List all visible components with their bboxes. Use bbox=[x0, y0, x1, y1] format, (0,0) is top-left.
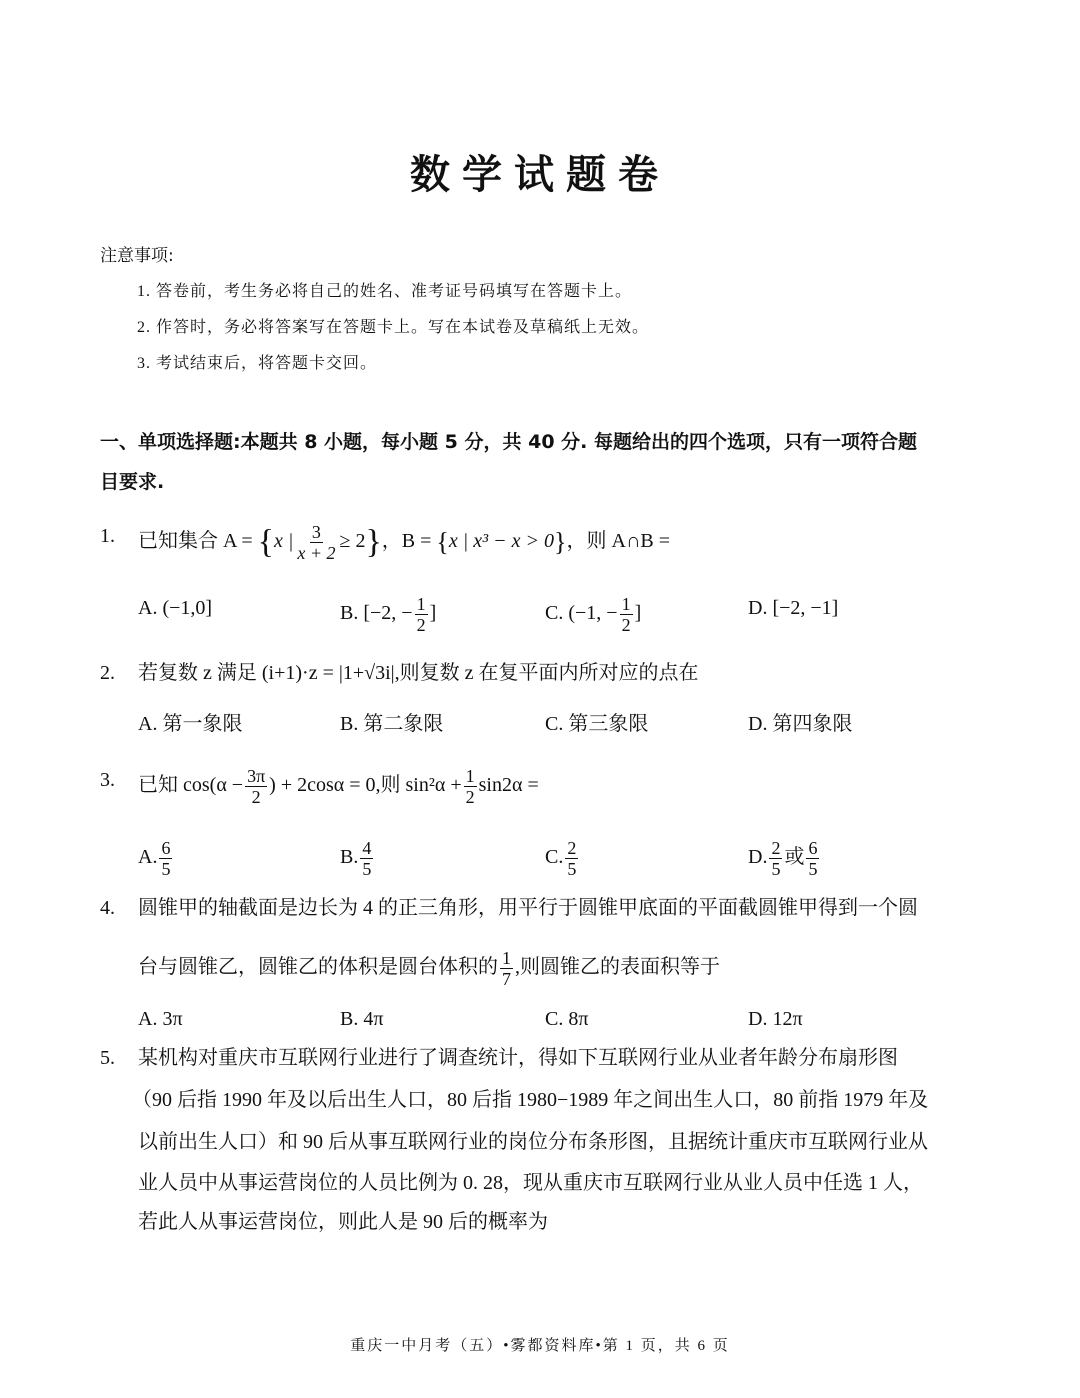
notes-heading: 注意事项: bbox=[100, 246, 174, 266]
question-5-line: 若此人从事运营岗位，则此人是 90 后的概率为 bbox=[138, 1211, 548, 1233]
fraction bbox=[769, 838, 782, 879]
q1-set-b: x | x³ − x > 0 bbox=[448, 530, 555, 553]
brace: { bbox=[436, 527, 449, 557]
option-b: B. 第二象限 bbox=[340, 713, 444, 735]
q1-set-a-cond: ≥ 2 bbox=[339, 530, 366, 553]
option-text: ] bbox=[634, 602, 642, 625]
question-number: 4. bbox=[100, 897, 115, 919]
denominator: 2 bbox=[621, 615, 631, 635]
question-number: 1. bbox=[100, 525, 115, 547]
brace: { bbox=[257, 523, 274, 561]
option-label: D. bbox=[748, 846, 768, 869]
option-b bbox=[340, 838, 375, 879]
option-text: ] bbox=[429, 602, 437, 625]
note-item: 2. 作答时，务必将答案写在答题卡上。写在本试卷及草稿纸上无效。 bbox=[137, 319, 650, 336]
denominator: 5 bbox=[771, 859, 781, 879]
question-5-line: 某机构对重庆市互联网行业进行了调查统计，得如下互联网行业从业者年龄分布扇形图 bbox=[138, 1047, 898, 1069]
denominator: 2 bbox=[465, 787, 475, 807]
q1-text: ，则 A∩B = bbox=[566, 530, 671, 553]
denominator: 5 bbox=[808, 859, 818, 879]
denominator: 5 bbox=[362, 859, 372, 879]
q3-text: ) + 2cosα = 0,则 sin²α + bbox=[269, 774, 462, 797]
question-4-stem-cont bbox=[138, 948, 720, 989]
denominator: x + 2 bbox=[297, 543, 336, 563]
fraction bbox=[415, 594, 428, 635]
numerator: 1 bbox=[465, 766, 475, 786]
option-text: B. [−2, − bbox=[340, 602, 413, 625]
question-5-line: 业人员中从事运营岗位的人员比例为 0. 28，现从重庆市互联网行业从业人员中任选 1 人， bbox=[138, 1172, 923, 1194]
q4-text: ,则圆锥乙的表面积等于 bbox=[515, 956, 720, 979]
q1-text: 已知集合 A = bbox=[138, 530, 258, 553]
fraction bbox=[464, 766, 477, 807]
numerator: 3π bbox=[247, 766, 266, 786]
question-1-stem bbox=[138, 522, 670, 563]
q3-text: sin2α = bbox=[478, 774, 539, 797]
numerator: 4 bbox=[362, 838, 372, 858]
note-item: 3. 考试结束后，将答题卡交回。 bbox=[137, 355, 378, 372]
fraction bbox=[245, 766, 267, 807]
option-text: C. (−1, − bbox=[545, 602, 618, 625]
option-text: 或 bbox=[784, 846, 805, 869]
option-c bbox=[545, 838, 580, 879]
question-number: 5. bbox=[100, 1047, 115, 1069]
question-number: 3. bbox=[100, 769, 115, 791]
fraction bbox=[159, 838, 172, 879]
question-number: 2. bbox=[100, 662, 115, 684]
option-a: A. 第一象限 bbox=[138, 713, 243, 735]
question-5-line: （90 后指 1990 年及以后出生人口，80 后指 1980−1989 年之间出生人口，80 前指 1979 年及 bbox=[132, 1089, 929, 1111]
q1-text: ，B = bbox=[381, 530, 437, 553]
numerator: 6 bbox=[161, 838, 171, 858]
fraction bbox=[360, 838, 373, 879]
denominator: 2 bbox=[251, 787, 261, 807]
option-c bbox=[545, 594, 641, 635]
q3-text: 已知 cos(α − bbox=[138, 774, 244, 797]
brace: } bbox=[365, 523, 382, 561]
q4-text: 台与圆锥乙，圆锥乙的体积是圆台体积的 bbox=[138, 956, 498, 979]
fraction bbox=[500, 948, 513, 989]
numerator: 6 bbox=[808, 838, 818, 858]
fraction bbox=[620, 594, 633, 635]
option-d: D. [−2, −1] bbox=[748, 597, 839, 619]
numerator: 2 bbox=[771, 838, 781, 858]
question-4-stem: 圆锥甲的轴截面是边长为 4 的正三角形，用平行于圆锥甲底面的平面截圆锥甲得到一个圆 bbox=[138, 897, 918, 919]
page-footer: 重庆一中月考（五）•雾都资料库•第 1 页，共 6 页 bbox=[350, 1338, 730, 1354]
option-b: B. 4π bbox=[340, 1008, 384, 1030]
numerator: 3 bbox=[311, 522, 321, 542]
option-a: A. 3π bbox=[138, 1008, 183, 1030]
section-heading-cont: 目要求. bbox=[100, 471, 165, 493]
numerator: 2 bbox=[567, 838, 577, 858]
option-d bbox=[748, 838, 821, 879]
numerator: 1 bbox=[502, 948, 511, 968]
section-heading: 一、单项选择题:本题共 8 小题，每小题 5 分，共 40 分. 每题给出的四个选项，只有一项符合题 bbox=[100, 431, 918, 453]
fraction bbox=[295, 522, 337, 563]
denominator: 7 bbox=[502, 969, 511, 989]
denominator: 2 bbox=[416, 615, 426, 635]
option-a: A. (−1,0] bbox=[138, 597, 213, 619]
page-title: 数学试题卷 bbox=[410, 152, 670, 197]
note-item: 1. 答卷前，考生务必将自己的姓名、准考证号码填写在答题卡上。 bbox=[137, 283, 633, 300]
question-2-stem: 若复数 z 满足 (i+1)·z = |1+√3i|,则复数 z 在复平面内所对应的点在 bbox=[138, 662, 699, 684]
question-3-stem bbox=[138, 766, 539, 807]
option-label: B. bbox=[340, 846, 359, 869]
numerator: 1 bbox=[416, 594, 426, 614]
option-a bbox=[138, 838, 174, 879]
option-d: D. 第四象限 bbox=[748, 713, 853, 735]
q1-set-a: x | bbox=[273, 530, 294, 553]
option-b bbox=[340, 594, 436, 635]
option-d: D. 12π bbox=[748, 1008, 803, 1030]
fraction bbox=[565, 838, 578, 879]
brace: } bbox=[554, 527, 567, 557]
option-c: C. 8π bbox=[545, 1008, 589, 1030]
fraction bbox=[806, 838, 819, 879]
option-label: C. bbox=[545, 846, 564, 869]
denominator: 5 bbox=[161, 859, 171, 879]
option-c: C. 第三象限 bbox=[545, 713, 649, 735]
option-label: A. bbox=[138, 846, 158, 869]
question-5-line: 以前出生人口）和 90 后从事互联网行业的岗位分布条形图，且据统计重庆市互联网行业从 bbox=[138, 1131, 928, 1153]
denominator: 5 bbox=[567, 859, 577, 879]
numerator: 1 bbox=[621, 594, 631, 614]
